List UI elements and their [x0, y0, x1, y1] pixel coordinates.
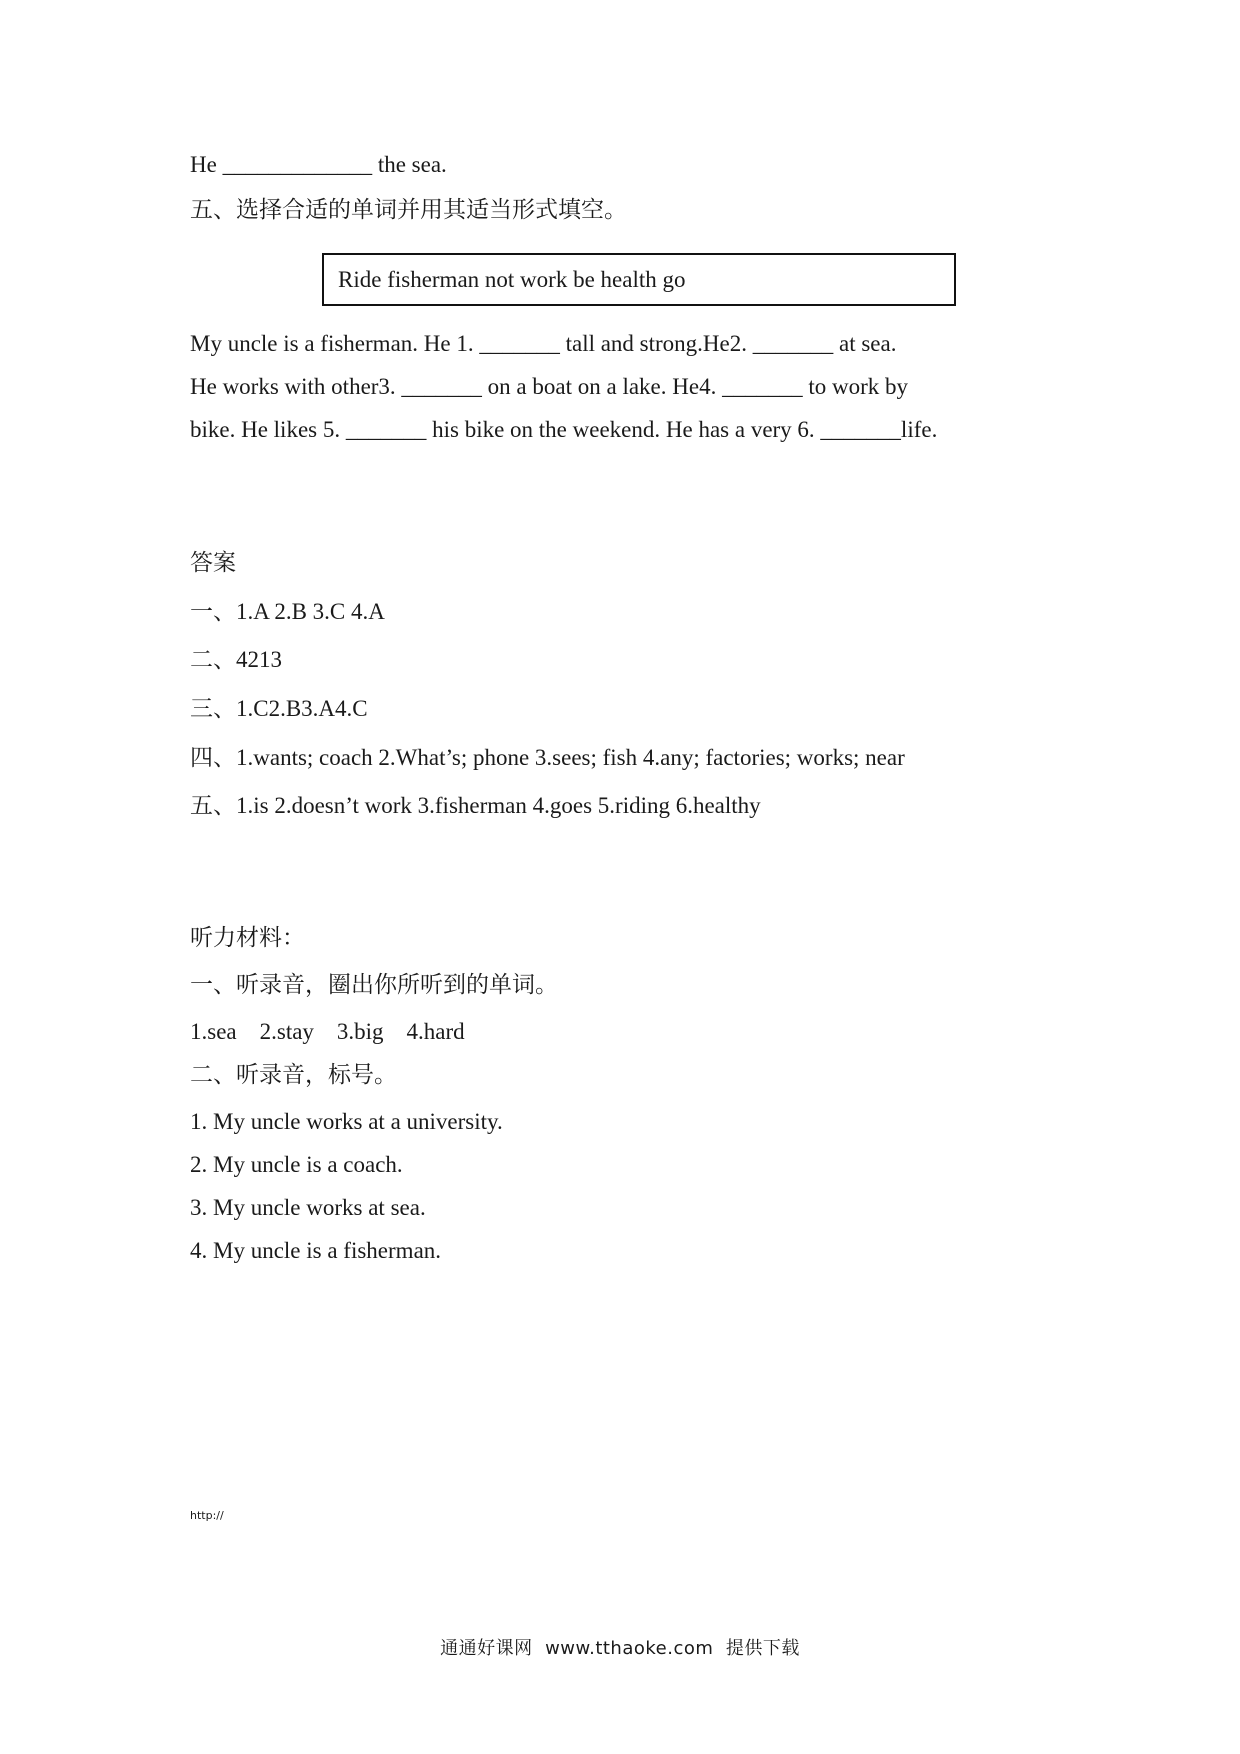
word-bank-text: Ride fisherman not work be health go — [338, 267, 686, 292]
passage-line-3: bike. He likes 5. _______ his bike on the weekend. He has a very 6. _______life. — [190, 417, 938, 442]
answer-line-4: 四、1.wants; coach 2.What’s; phone 3.sees; fish 4.any; factories; works; near — [190, 745, 905, 770]
word-bank-box — [322, 253, 956, 306]
answer-line-1: 一、1.A 2.B 3.C 4.A — [190, 599, 385, 624]
listening-part1-words: 1.sea 2.stay 3.big 4.hard — [190, 1019, 465, 1044]
listening-part1-heading: 一、听录音，圈出你所听到的单词。 — [190, 972, 558, 998]
answer-line-5: 五、1.is 2.doesn’t work 3.fisherman 4.goes 5.riding 6.healthy — [190, 793, 761, 818]
listening-line-2: 2. My uncle is a coach. — [190, 1152, 403, 1177]
listening-heading: 听力材料： — [190, 925, 305, 951]
listening-part2-heading: 二、听录音，标号。 — [190, 1062, 397, 1088]
passage-line-2: He works with other3. _______ on a boat on a lake. He4. _______ to work by — [190, 374, 908, 399]
answers-heading: 答案 — [190, 550, 236, 576]
fill-in-line: He _____________ the sea. — [190, 152, 447, 177]
section5-heading: 五、选择合适的单词并用其适当形式填空。 — [190, 197, 627, 223]
listening-line-3: 3. My uncle works at sea. — [190, 1195, 426, 1220]
passage-line-1: My uncle is a fisherman. He 1. _______ tall and strong.He2. _______ at sea. — [190, 331, 897, 356]
answer-line-3: 三、1.C2.B3.A4.C — [190, 696, 368, 721]
footer-credit: 通通好课网 www.tthaoke.com 提供下载 — [440, 1638, 800, 1659]
listening-line-1: 1. My uncle works at a university. — [190, 1109, 503, 1134]
small-url-text: http:// — [190, 1509, 224, 1522]
answer-line-2: 二、4213 — [190, 647, 282, 672]
listening-line-4: 4. My uncle is a fisherman. — [190, 1238, 442, 1263]
